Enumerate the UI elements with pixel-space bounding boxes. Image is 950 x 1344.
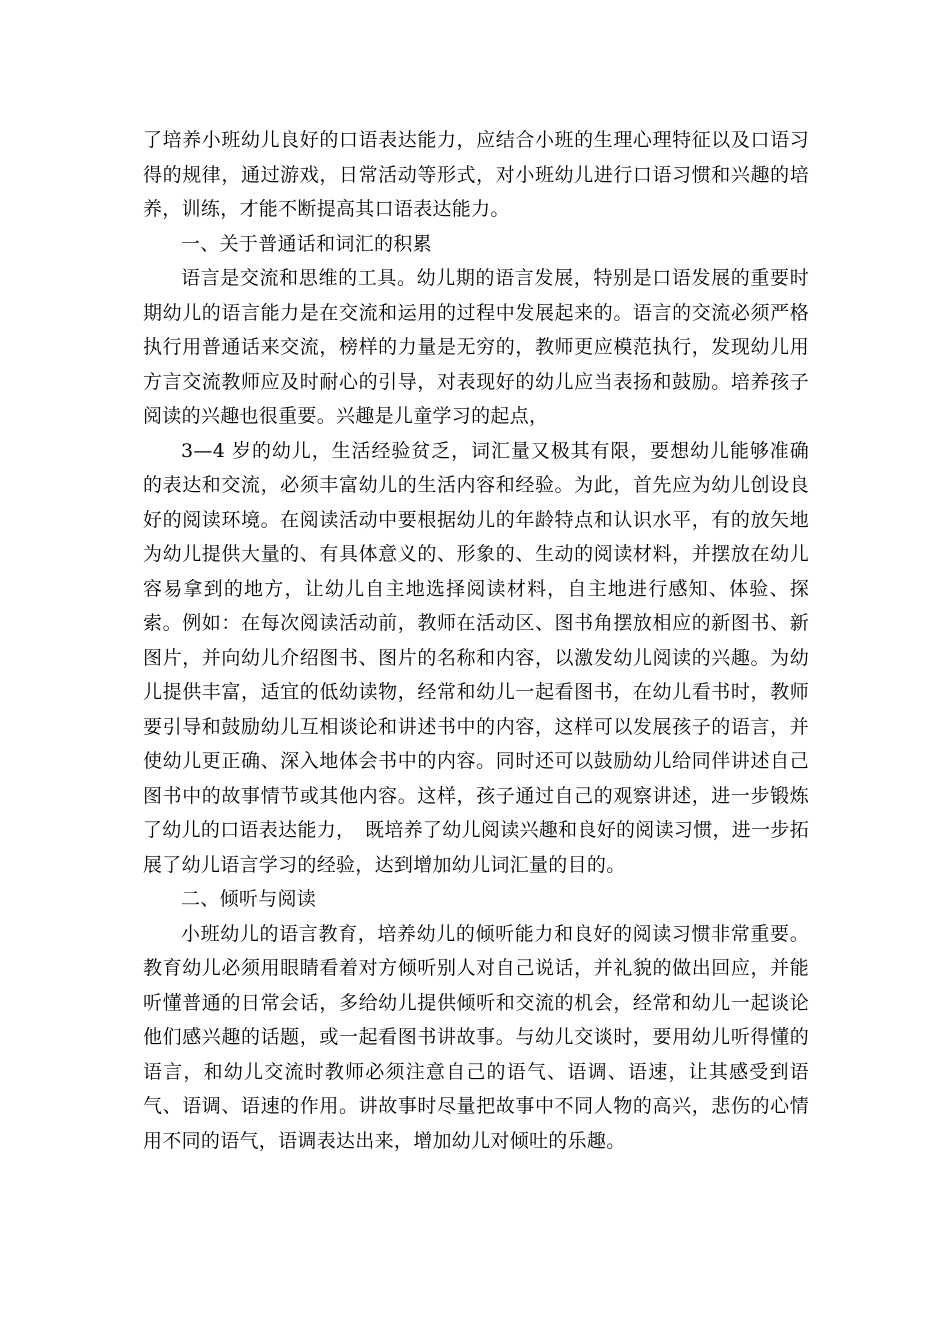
section-heading-2: 二、倾听与阅读 — [181, 888, 317, 910]
paragraph-reading-environment: 3—4 岁的幼儿，生活经验贫乏，词汇量又极其有限，要想幼儿能够准确的表达和交流，必须丰富幼儿的生活内容和经验。为此，首先应为幼儿创设良好的阅读环境。在阅读活动中要根据幼儿的年龄特点和认识水平，有的放矢地为幼儿提供大量的、有具体意义的、形象的、生动的阅读材料，并摆放在幼儿容易拿到的地方，让幼儿自主地选择阅读材料，自主地进行感知、体验、探索。例如：在每次阅读活动前，教师在活动区、图书角摆放相应的新图书、新图片，并向幼儿介绍图书、图片的名称和内容，以激发幼儿阅读的兴趣。为幼儿提供丰富，适宜的低幼读物，经常和幼儿一起看图书，在幼儿看书时，教师要引导和鼓励幼儿互相谈论和讲述书中的内容，这样可以发展孩子的语言，并使幼儿更正确、深入地体会书中的内容。同时还可以鼓励幼儿给同伴讲述自己图书中的故事情节或其他内容。这样，孩子通过自己的观察讲述，进一步锻炼了幼儿的口语表达能力， 既培养了幼儿阅读兴趣和良好的阅读习惯，进一步拓展了幼儿语言学习的经验，达到增加幼儿词汇量的目的。 — [143, 439, 810, 876]
document-body — [143, 123, 809, 1158]
paragraph-mandarin: 语言是交流和思维的工具。幼儿期的语言发展，特别是口语发展的重要时期幼儿的语言能力是在交流和运用的过程中发展起来的。语言的交流必须严格执行用普通话来交流，榜样的力量是无穷的，教师更应模范执行，发现幼儿用方言交流教师应及时耐心的引导，对表现好的幼儿应当表扬和鼓励。培养孩子阅读的兴趣也很重要。兴趣是儿童学习的起点， — [143, 267, 809, 427]
paragraph-listening: 小班幼儿的语言教育，培养幼儿的倾听能力和良好的阅读习惯非常重要。教育幼儿必须用眼睛看着对方倾听别人对自己说话，并礼貌的做出回应，并能听懂普通的日常会话，多给幼儿提供倾听和交流的机会，经常和幼儿一起谈论他们感兴趣的话题，或一起看图书讲故事。与幼儿交谈时，要用幼儿听得懂的语言，和幼儿交流时教师必须注意自己的语气、语调、语速，让其感受到语气、语调、语速的作用。讲故事时尽量把故事中不同人物的高兴，悲伤的心情用不同的语气，语调表达出来，增加幼儿对倾吐的乐趣。 — [143, 922, 809, 1152]
section-heading-1: 一、关于普通话和词汇的积累 — [181, 232, 432, 255]
paragraph-intro: 了培养小班幼儿良好的口语表达能力，应结合小班的生理心理特征以及口语习得的规律，通过游戏，日常活动等形式，对小班幼儿进行口语习惯和兴趣的培养，训练，才能不断提高其口语表达能力。 — [143, 129, 809, 220]
